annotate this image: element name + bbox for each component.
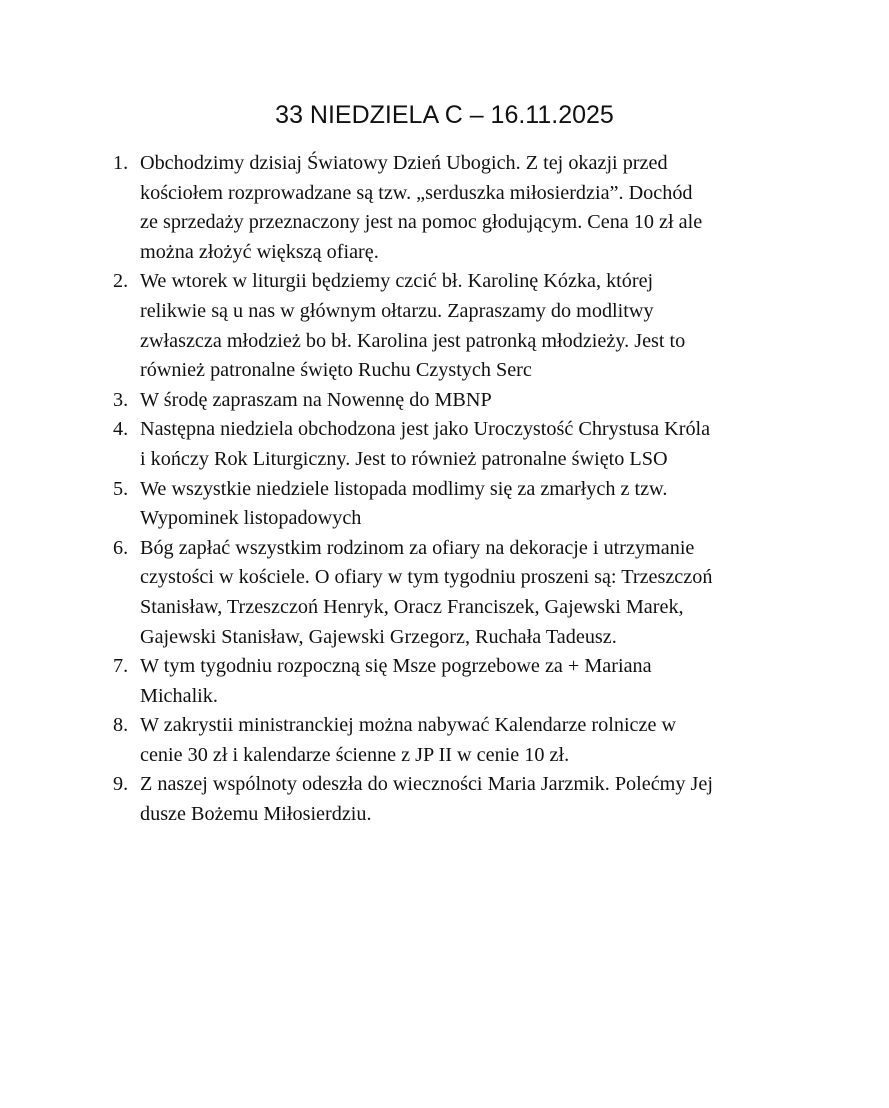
item-text-line: Obchodzimy dzisiaj Światowy Dzień Ubogich. Z tej okazji przed [140,152,668,174]
item-text-line: kościołem rozprowadzane są tzw. „serduszka miłosierdzia”. Dochód [140,181,693,204]
item-text-line: ze sprzedaży przeznaczony jest na pomoc głodującym. Cena 10 zł ale [140,211,703,234]
announcement-list [104,149,804,830]
item-number: 8. [113,714,129,737]
item-text-line: Wypominek listopadowych [140,507,362,530]
item-text-line: Gajewski Stanisław, Gajewski Grzegorz, Ruchała Tadeusz. [140,625,617,648]
item-text-line: Następna niedziela obchodzona jest jako Uroczystość Chrystusa Króla [140,418,711,441]
item-text-line: W zakrystii ministranckiej można nabywać Kalendarze rolnicze w [140,714,677,737]
item-number: 5. [113,477,129,500]
item-text-line: Michalik. [140,684,218,707]
page-title: 33 NIEDZIELA C – 16.11.2025 [275,101,614,129]
item-text-line: Z naszej wspólnoty odeszła do wieczności Maria Jarzmik. Polećmy Jej [140,773,713,796]
item-text-line: W tym tygodniu rozpoczną się Msze pogrzebowe za + Mariana [140,655,652,678]
item-text-line: Bóg zapłać wszystkim rodzinom za ofiary na dekoracje i utrzymanie [140,536,695,559]
item-text-line: zwłaszcza młodzież bo bł. Karolina jest patronką młodzieży. Jest to [140,329,686,352]
item-text-line: relikwie są u nas w głównym ołtarzu. Zapraszamy do modlitwy [140,299,654,322]
item-text-line: We wtorek w liturgii będziemy czcić bł. Karolinę Kózka, której [140,270,654,293]
announcement-item-8 [104,711,804,770]
announcement-item-9 [104,770,804,829]
announcement-item-5 [104,475,804,534]
announcement-item-3 [104,386,804,416]
item-text-line: można złożyć większą ofiarę. [140,240,379,263]
item-number: 9. [113,773,129,796]
item-text-line: W środę zapraszam na Nowennę do MBNP [140,388,492,411]
item-text-line: We wszystkie niedziele listopada modlimy się za zmarłych z tzw. [140,477,668,500]
item-number: 1. [113,152,129,174]
item-number: 4. [113,418,129,441]
item-text-line: czystości w kościele. O ofiary w tym tygodniu proszeni są: Trzeszczoń [140,566,713,589]
item-number: 3. [113,388,129,411]
item-text-line: i kończy Rok Liturgiczny. Jest to również patronalne święto LSO [140,447,668,470]
announcement-item-4 [104,415,804,474]
item-text-line: dusze Bożemu Miłosierdziu. [140,803,372,826]
item-number: 2. [113,270,129,293]
item-text-line: Stanisław, Trzeszczoń Henryk, Oracz Franciszek, Gajewski Marek, [140,595,684,618]
announcement-item-7 [104,652,804,711]
item-text-line: również patronalne święto Ruchu Czystych Serc [140,359,532,382]
item-number: 7. [113,655,129,678]
announcement-item-2 [104,267,804,385]
announcement-item-1 [104,149,804,267]
item-number: 6. [113,536,129,559]
announcement-item-6 [104,534,804,652]
item-text-line: cenie 30 zł i kalendarze ścienne z JP II w cenie 10 zł. [140,743,570,766]
